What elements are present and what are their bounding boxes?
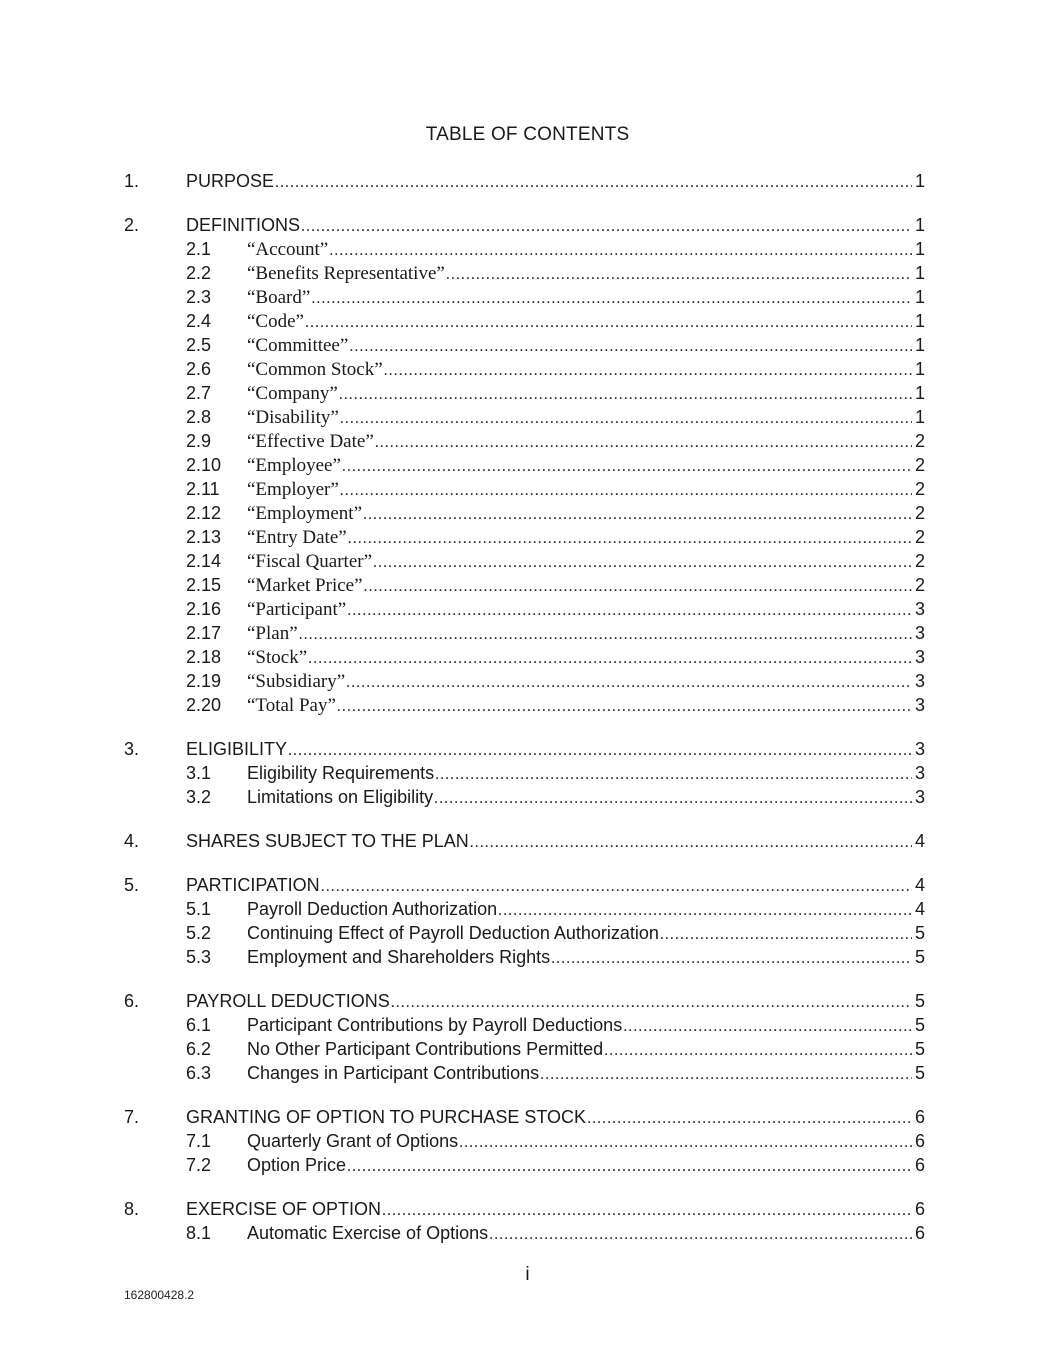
dot-leader [340, 407, 912, 429]
toc-entry-label: “Entry Date” [247, 527, 347, 548]
dot-leader [347, 599, 912, 621]
toc-page-number: 3 [914, 599, 925, 619]
dot-leader [551, 947, 912, 969]
toc-entry-label: “Code” [247, 311, 304, 332]
toc-entry-number: 2.8 [186, 407, 212, 427]
toc-entry-number: 2.2 [186, 263, 212, 283]
toc-entry-number: 2.17 [186, 623, 222, 643]
toc-entry-number: 2.16 [186, 599, 222, 619]
toc-page-number: 5 [914, 991, 925, 1011]
dot-leader [382, 1199, 912, 1221]
toc-subsection[interactable] [186, 1037, 925, 1061]
toc-page-number: 1 [914, 335, 925, 355]
toc-entry-label: Limitations on Eligibility [247, 787, 434, 807]
toc-entry-label: “Employer” [247, 479, 339, 500]
toc-entry-label: PURPOSE [186, 171, 275, 191]
toc-page-number: 1 [914, 263, 925, 283]
toc-page-number: 4 [914, 899, 925, 919]
toc-entry-label: Participant Contributions by Payroll Deductions [247, 1015, 623, 1035]
toc-entry-number: 1. [124, 171, 140, 191]
toc-entry-label: Option Price [247, 1155, 347, 1175]
dot-leader [348, 527, 912, 549]
toc-subsection[interactable] [186, 621, 925, 645]
toc-page-number: 6 [914, 1131, 925, 1151]
toc-page-number: 2 [914, 479, 925, 499]
toc-page-number: 6 [914, 1155, 925, 1175]
toc-page-number: 5 [914, 947, 925, 967]
toc-page-number: 2 [914, 551, 925, 571]
toc-entry-label: “Employment” [247, 503, 363, 524]
toc-subsection[interactable] [186, 429, 925, 453]
toc-subsection[interactable] [186, 405, 925, 429]
toc-page-number: 1 [914, 239, 925, 259]
toc-entry-label: “Board” [247, 287, 311, 308]
toc-entry-label: EXERCISE OF OPTION [186, 1199, 382, 1219]
toc-entry-number: 2.7 [186, 383, 212, 403]
dot-leader [434, 787, 912, 809]
toc-entry-number: 7.2 [186, 1155, 212, 1175]
dot-leader [349, 335, 912, 357]
toc-subsection[interactable] [186, 477, 925, 501]
toc-subsection[interactable] [186, 261, 925, 285]
dot-leader [489, 1223, 912, 1245]
toc-section[interactable] [124, 829, 925, 853]
toc-entry-number: 2.15 [186, 575, 222, 595]
toc-entry-label: SHARES SUBJECT TO THE PLAN [186, 831, 469, 851]
toc-entry-label: “Company” [247, 383, 338, 404]
toc-entry-label: “Subsidiary” [247, 671, 346, 692]
toc-page-number: 1 [914, 311, 925, 331]
toc-subsection[interactable] [186, 357, 925, 381]
toc-entry-label: “Fiscal Quarter” [247, 551, 373, 572]
dot-leader [363, 503, 912, 525]
toc-subsection[interactable] [186, 597, 925, 621]
toc-page-number: 4 [914, 875, 925, 895]
toc-entry-number: 2.12 [186, 503, 222, 523]
toc-page-number: 2 [914, 503, 925, 523]
toc-entry-label: Payroll Deduction Authorization [247, 899, 498, 919]
toc-section[interactable] [124, 989, 925, 1013]
toc-entry-number: 7.1 [186, 1131, 212, 1151]
toc-entry-number: 7. [124, 1107, 140, 1127]
toc-page-number: 5 [914, 1039, 925, 1059]
toc-entry-label: “Participant” [247, 599, 347, 620]
toc-page-number: 3 [914, 763, 925, 783]
toc-entry-number: 2.5 [186, 335, 212, 355]
toc-entry-number: 6.1 [186, 1015, 212, 1035]
dot-leader [346, 671, 912, 693]
dot-leader [540, 1063, 912, 1085]
toc-section[interactable] [124, 873, 925, 897]
toc-page-number: 2 [914, 431, 925, 451]
toc-entry-label: No Other Participant Contributions Permitted [247, 1039, 604, 1059]
toc-entry-label: “Stock” [247, 647, 308, 668]
toc-section[interactable] [124, 213, 925, 237]
dot-leader [435, 763, 912, 785]
toc-entry-number: 2.1 [186, 239, 212, 259]
toc-entry-label: Continuing Effect of Payroll Deduction Authorization [247, 923, 659, 943]
toc-entry-number: 5.3 [186, 947, 212, 967]
toc-subsection[interactable] [186, 921, 925, 945]
toc-entry-label: Eligibility Requirements [247, 763, 435, 783]
toc-entry-number: 6. [124, 991, 140, 1011]
toc-subsection[interactable] [186, 1013, 925, 1037]
toc-entry-number: 2.13 [186, 527, 222, 547]
toc-entry-label: Employment and Shareholders Rights [247, 947, 551, 967]
dot-leader [364, 575, 912, 597]
dot-leader [329, 239, 912, 261]
toc-subsection[interactable] [186, 1221, 925, 1245]
dot-leader [446, 263, 912, 285]
toc-entry-label: “Employee” [247, 455, 341, 476]
toc-page-number: 3 [914, 695, 925, 715]
toc-title: TABLE OF CONTENTS [425, 124, 630, 145]
dot-leader [587, 1107, 912, 1129]
toc-page-number: 2 [914, 455, 925, 475]
toc-entry-label: PARTICIPATION [186, 875, 320, 895]
dot-leader [275, 171, 912, 193]
toc-subsection[interactable] [186, 549, 925, 573]
toc-subsection[interactable] [186, 1129, 925, 1153]
toc-entry-number: 2. [124, 215, 140, 235]
toc-entry-label: GRANTING OF OPTION TO PURCHASE STOCK [186, 1107, 587, 1127]
toc-entry-label: Automatic Exercise of Options [247, 1223, 489, 1243]
toc-entry-label: “Common Stock” [247, 359, 383, 380]
toc-page-number: 5 [914, 923, 925, 943]
dot-leader [498, 899, 912, 921]
toc-entry-number: 4. [124, 831, 140, 851]
dot-leader [470, 831, 912, 853]
toc-subsection[interactable] [186, 785, 925, 809]
toc-entry-number: 2.14 [186, 551, 222, 571]
dot-leader [384, 359, 912, 381]
dot-leader [299, 623, 912, 645]
toc-entry-number: 2.4 [186, 311, 212, 331]
toc-page-number: 3 [914, 623, 925, 643]
dot-leader [375, 431, 912, 453]
document-id: 162800428.2 [124, 1288, 195, 1302]
toc-entry-number: 2.18 [186, 647, 222, 667]
toc-subsection[interactable] [186, 333, 925, 357]
toc-page-number: 1 [914, 383, 925, 403]
toc-subsection[interactable] [186, 309, 925, 333]
toc-subsection[interactable] [186, 285, 925, 309]
toc-subsection[interactable] [186, 669, 925, 693]
dot-leader [391, 991, 912, 1013]
dot-leader [623, 1015, 912, 1037]
toc-page-number: 1 [914, 215, 925, 235]
toc-entry-number: 2.19 [186, 671, 222, 691]
toc-page-number: 6 [914, 1107, 925, 1127]
toc-subsection[interactable] [186, 453, 925, 477]
toc-page-number: 1 [914, 407, 925, 427]
toc-subsection[interactable] [186, 761, 925, 785]
toc-page-number: 1 [914, 171, 925, 191]
toc-entry-number: 3. [124, 739, 140, 759]
toc-section[interactable] [124, 1197, 925, 1221]
toc-section[interactable] [124, 169, 925, 193]
dot-leader [305, 311, 912, 333]
toc-entry-number: 2.9 [186, 431, 212, 451]
toc-entry-number: 2.11 [186, 479, 220, 499]
toc-subsection[interactable] [186, 897, 925, 921]
toc-subsection[interactable] [186, 381, 925, 405]
toc-entry-number: 8. [124, 1199, 140, 1219]
toc-page-number: 5 [914, 1063, 925, 1083]
toc-page-number: 6 [914, 1199, 925, 1219]
toc-subsection[interactable] [186, 525, 925, 549]
toc-subsection[interactable] [186, 645, 925, 669]
toc-entry-label: “Account” [247, 239, 329, 260]
dot-leader [337, 695, 912, 717]
toc-subsection[interactable] [186, 945, 925, 969]
dot-leader [340, 479, 912, 501]
toc-page-number: 3 [914, 671, 925, 691]
toc-page-number: 1 [914, 359, 925, 379]
toc-entry-number: 5.1 [186, 899, 212, 919]
toc-subsection[interactable] [186, 237, 925, 261]
toc-entry-number: 3.1 [186, 763, 212, 783]
dot-leader [288, 739, 912, 761]
toc-entry-label: “Benefits Representative” [247, 263, 445, 284]
toc-entry-number: 2.6 [186, 359, 212, 379]
toc-entry-label: DEFINITIONS [186, 215, 301, 235]
toc-page-number: 2 [914, 575, 925, 595]
toc-entry-label: “Market Price” [247, 575, 363, 596]
toc-entry-label: “Committee” [247, 335, 349, 356]
dot-leader [347, 1155, 912, 1177]
toc-page-number: 6 [914, 1223, 925, 1243]
toc-entry-number: 2.20 [186, 695, 222, 715]
dot-leader [373, 551, 912, 573]
toc-entry-label: “Total Pay” [247, 695, 336, 716]
toc-page-number: 3 [914, 787, 925, 807]
toc-section[interactable] [124, 1105, 925, 1129]
dot-leader [308, 647, 912, 669]
dot-leader [311, 287, 912, 309]
toc-entry-label: Changes in Participant Contributions [247, 1063, 540, 1083]
toc-entry-label: Quarterly Grant of Options [247, 1131, 459, 1151]
toc-page-number: 2 [914, 527, 925, 547]
toc-entry-number: 2.10 [186, 455, 222, 475]
dot-leader [321, 875, 912, 897]
dot-leader [339, 383, 912, 405]
toc-entry-label: “Effective Date” [247, 431, 374, 452]
toc-page-number: 3 [914, 739, 925, 759]
page-number: i [525, 1264, 530, 1285]
dot-leader [660, 923, 912, 945]
toc-page-number: 1 [914, 287, 925, 307]
toc-entry-number: 5.2 [186, 923, 212, 943]
toc-subsection[interactable] [186, 573, 925, 597]
toc-page-number: 3 [914, 647, 925, 667]
toc-subsection[interactable] [186, 1061, 925, 1085]
toc-entry-label: “Disability” [247, 407, 339, 428]
dot-leader [459, 1131, 912, 1153]
toc-entry-number: 5. [124, 875, 140, 895]
toc-entry-number: 6.3 [186, 1063, 212, 1083]
dot-leader [301, 215, 912, 237]
toc-entry-label: “Plan” [247, 623, 298, 644]
toc-entry-number: 6.2 [186, 1039, 212, 1059]
toc-page-number: 4 [914, 831, 925, 851]
toc-entry-number: 3.2 [186, 787, 212, 807]
toc-subsection[interactable] [186, 693, 925, 717]
toc-subsection[interactable] [186, 501, 925, 525]
toc-subsection[interactable] [186, 1153, 925, 1177]
toc-entry-label: ELIGIBILITY [186, 739, 288, 759]
dot-leader [342, 455, 912, 477]
toc-section[interactable] [124, 737, 925, 761]
toc-entry-number: 8.1 [186, 1223, 212, 1243]
dot-leader [604, 1039, 912, 1061]
toc-entry-label: PAYROLL DEDUCTIONS [186, 991, 390, 1011]
toc-page-number: 5 [914, 1015, 925, 1035]
toc-entry-number: 2.3 [186, 287, 212, 307]
